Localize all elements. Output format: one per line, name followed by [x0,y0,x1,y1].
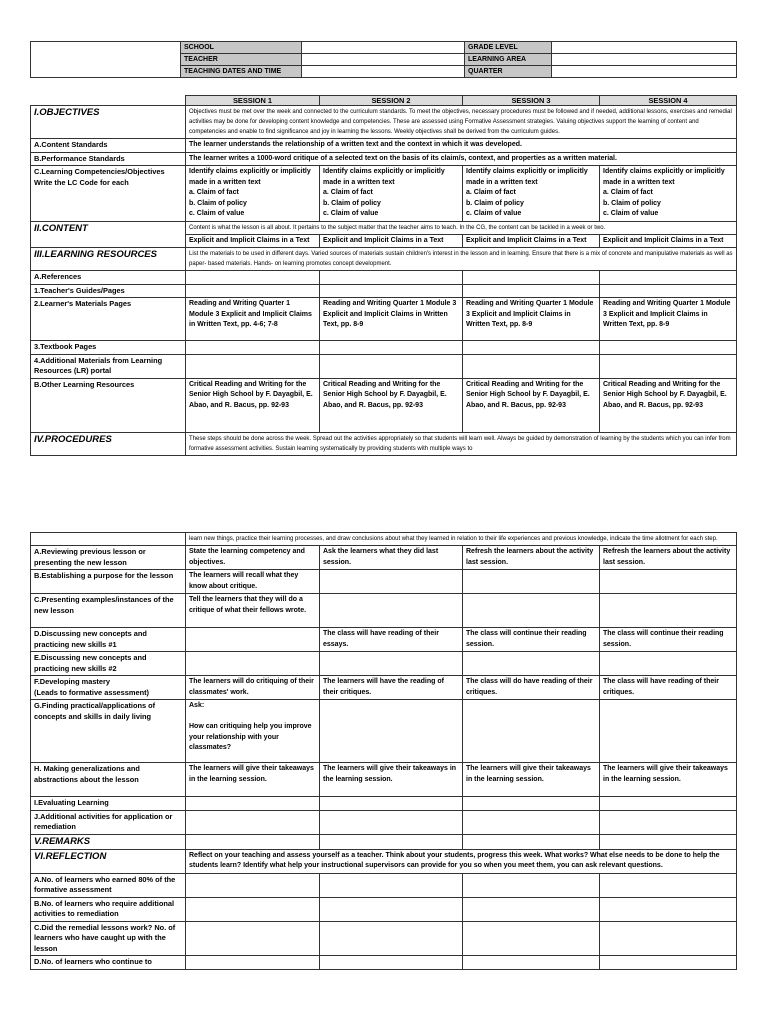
school-label: SCHOOL [181,42,302,54]
procedures-note-row [31,533,737,546]
competencies-label: C.Learning Competencies/Objectives Write the LC Code for each [34,167,165,187]
resources-title: III.LEARNING RESOURCES [31,248,186,271]
content-standards-label: A.Content Standards [31,139,186,153]
procedure-row-g [31,700,737,763]
procedure-g-session-3 [463,700,600,763]
procedure-a-session-3: Refresh the learners about the activity last session. [463,546,600,570]
procedures-row [31,432,737,455]
procedure-row-e [31,652,737,676]
competencies-session-3: Identify claims explicitly or implicitly made in a written text a. Claim of fact b. Claim of policy c. Claim of value [466,168,588,217]
procedure-row-j [31,810,737,834]
procedure-d-session-4: The class will continue their reading session. [600,628,737,652]
other-resources-session-4: Critical Reading and Writing for the Senior High School by F. Dayagbil, E. Abao, and R. Bacus, pp. 92-93 [600,378,737,432]
learners-materials-session-2: Reading and Writing Quarter 1 Module 3 Explicit and Implicit Claims in Written Text, pp. 8-9 [320,298,463,341]
procedure-label-d: D.Discussing new concepts and practicing new skills #1 [31,628,186,652]
teaching-dates-field[interactable] [302,66,465,78]
procedure-f-session-3: The class will do have reading of their critiques. [463,676,600,700]
content-topic-session-2: Explicit and Implicit Claims in a Text [320,234,463,248]
procedure-label-g: G.Finding practical/applications of concepts and skills in daily living [31,700,186,763]
quarter-field[interactable] [552,66,737,78]
learners-materials-label: 2.Learner's Materials Pages [31,298,186,341]
competencies-session-2: Identify claims explicitly or implicitly made in a written text a. Claim of fact b. Claim of policy c. Claim of value [323,168,445,217]
procedure-label-c: C.Presenting examples/instances of the new lesson [31,594,186,628]
reflection-title: VI.REFLECTION [31,849,186,873]
procedure-h-session-4: The learners will give their takeaways in the learning session. [600,763,737,797]
remarks-row [31,834,737,849]
procedures-note-b: learn new things, practice their learning processes, and draw conclusions about what they learned in relation to their life experiences and previous knowledge, indicate the time allotment for each step. [186,533,737,546]
procedure-row-f [31,676,737,700]
teachers-guides-row [31,284,737,298]
procedure-row-a [31,546,737,570]
content-standards-row [31,139,737,153]
performance-standards-label: B.Performance Standards [31,152,186,166]
procedure-c-session-3 [463,594,600,628]
teacher-label: TEACHER [181,54,302,66]
reflection-label-c: C.Did the remedial lessons work? No. of learners who have caught up with the lesson [31,921,186,956]
competencies-row [31,166,737,222]
procedure-label-h: H. Making generalizations and abstractions about the lesson [31,763,186,797]
additional-materials-row [31,354,737,378]
competencies-session-4: Identify claims explicitly or implicitly made in a written text a. Claim of fact b. Claim of policy c. Claim of value [603,168,725,217]
procedure-h-session-1: The learners will give their takeaways in the learning session. [186,763,320,797]
session-1-header: SESSION 1 [186,96,320,106]
other-resources-session-2: Critical Reading and Writing for the Senior High School by F. Dayagbil, E. Abao, and R. Bacus, pp. 92-93 [320,378,463,432]
other-resources-row [31,378,737,432]
additional-materials-label: 4.Additional Materials from Learning Resources (LR) portal [31,354,186,378]
learners-materials-session-3: Reading and Writing Quarter 1 Module 3 Explicit and Implicit Claims in Written Text, pp. 8-9 [463,298,600,341]
procedure-g-session-4 [600,700,737,763]
sessions-header-row [31,96,737,106]
grade-level-field[interactable] [552,42,737,54]
procedure-b-session-3 [463,570,600,594]
procedure-a-session-4: Refresh the learners about the activity last session. [600,546,737,570]
learning-area-label: LEARNING AREA [465,54,552,66]
resources-row [31,248,737,271]
competencies-session-1: Identify claims explicitly or implicitly made in a written text a. Claim of fact b. Claim of policy c. Claim of value [189,168,311,217]
resources-note: List the materials to be used in different days. Varied sources of materials sustain children's interest in the lesson and in learning. Ensure that there is a mix of concrete and manipulative materials as well as paper- based materials. Hands- on learning promotes concept development. [186,248,737,271]
reflection-label-b: B.No. of learners who require additional activities to remediation [31,897,186,921]
content-title: II.CONTENT [31,221,186,248]
procedure-h-session-3: The learners will give their takeaways in the learning session. [463,763,600,797]
procedure-b-session-4 [600,570,737,594]
learners-materials-session-1: Reading and Writing Quarter 1 Module 3 Explicit and Implicit Claims in Written Text, pp. 4-6; 7-8 [186,298,320,341]
content-standards-value: The learner understands the relationship of a written text and the context in which it was developed. [186,139,737,153]
learning-area-field[interactable] [552,54,737,66]
grade-level-label: GRADE LEVEL [465,42,552,54]
procedure-b-session-2 [320,570,463,594]
procedure-label-a: A.Reviewing previous lesson or presenting the new lesson [31,546,186,570]
reflection-label-a: A.No. of learners who earned 80% of the formative assessment [31,873,186,897]
performance-standards-row [31,152,737,166]
procedure-row-b [31,570,737,594]
content-topic-session-3: Explicit and Implicit Claims in a Text [463,234,600,248]
reflection-row-b [31,897,737,921]
quarter-label: QUARTER [465,66,552,78]
procedure-row-i [31,797,737,811]
procedure-f-session-4: The class will have reading of their critiques. [600,676,737,700]
corner-cell [31,96,186,106]
reflection-row-d [31,956,737,970]
session-3-header: SESSION 3 [463,96,600,106]
teacher-field[interactable] [302,54,465,66]
content-topic-session-4: Explicit and Implicit Claims in a Text [600,234,737,248]
procedure-f-session-1: The learners will do critiquing of their classmates' work. [186,676,320,700]
textbook-label: 3.Textbook Pages [31,341,186,355]
procedure-g-session-1: Ask: How can critiquing help you improve your relationship with your classmates? [189,702,312,751]
header-table [30,41,737,78]
other-resources-label: B.Other Learning Resources [31,378,186,432]
dll-table-part2 [30,532,737,970]
reflection-row-a [31,873,737,897]
procedure-label-f: F.Developing mastery (Leads to formative assessment) [34,677,150,697]
procedure-label-e: E.Discussing new concepts and practicing new skills #2 [31,652,186,676]
reflection-label-d: D.No. of learners who continue to [31,956,186,970]
school-field[interactable] [302,42,465,54]
other-resources-session-1: Critical Reading and Writing for the Senior High School by F. Dayagbil, E. Abao, and R. Bacus, pp. 92-93 [186,378,320,432]
procedure-c-session-2 [320,594,463,628]
objectives-note: Objectives must be met over the week and connected to the curriculum standards. To meet the objectives, necessary procedures must be followed and if needed, additional lessons, exercises and remedial activities may be done for developing content knowledge and competencies. These are assessed using Formative Assessment strategies. Valuing objectives support the learning of content and competencies and enable to find significance and joy in learning the lessons. Weekly objectives shall be derived from the curriculum guides. [186,106,737,139]
procedures-title: IV.PROCEDURES [31,432,186,455]
dll-table-part1 [30,95,737,456]
procedure-d-session-2: The class will have reading of their essays. [320,628,463,652]
other-resources-session-3: Critical Reading and Writing for the Senior High School by F. Dayagbil, E. Abao, and R. Bacus, pp. 92-93 [463,378,600,432]
procedure-a-session-1: State the learning competency and objectives. [186,546,320,570]
procedures-note-a: These steps should be done across the week. Spread out the activities appropriately so that students will learn well. Always be guided by demonstration of learning by the students which you can infer from formative assessment activities. Sustain learning systematically by providing students with multiple ways to [186,432,737,455]
textbook-row [31,341,737,355]
performance-standards-value: The learner writes a 1000-word critique of a selected text on the basis of its claim/s, context, and properties as a written material. [186,152,737,166]
procedure-row-d [31,628,737,652]
content-note: Content is what the lesson is all about. It pertains to the subject matter that the teacher aims to teach. In the CG, the content can be tackled in a week or two. [186,221,737,234]
procedure-h-session-2: The learners will give their takeaways in the learning session. [320,763,463,797]
procedure-f-session-2: The learners will have the reading of their critiques. [320,676,463,700]
teachers-guides-label: 1.Teacher's Guides/Pages [31,284,186,298]
objectives-row [31,106,737,139]
header-blank [31,42,181,78]
procedure-a-session-2: Ask the learners what they did last session. [320,546,463,570]
procedure-d-session-3: The class will continue their reading session. [463,628,600,652]
references-row [31,271,737,285]
procedure-c-session-1: Tell the learners that they will do a critique of what their fellows wrote. [186,594,320,628]
procedure-c-session-4 [600,594,737,628]
procedure-label-b: B.Establishing a purpose for the lesson [31,570,186,594]
content-row [31,221,737,234]
references-label: A.References [31,271,186,285]
content-topic-session-1: Explicit and Implicit Claims in a Text [186,234,320,248]
procedure-d-session-1 [186,628,320,652]
procedure-row-h [31,763,737,797]
reflection-row [31,849,737,873]
procedure-row-c [31,594,737,628]
session-2-header: SESSION 2 [320,96,463,106]
procedure-label-i: I.Evaluating Learning [31,797,186,811]
learners-materials-row [31,298,737,341]
reflection-row-c [31,921,737,956]
teaching-dates-label: TEACHING DATES AND TIME [181,66,302,78]
procedure-b-session-1: The learners will recall what they know about critique. [186,570,320,594]
learners-materials-session-4: Reading and Writing Quarter 1 Module 3 Explicit and Implicit Claims in Written Text, pp. 8-9 [600,298,737,341]
reflection-note: Reflect on your teaching and assess yourself as a teacher. Think about your students, progress this week. What works? What else needs to be done to help the students learn? Identify what help your instructional supervisors can provide for you so when you meet them, you can ask relevant questions. [186,849,737,873]
remarks-title: V.REMARKS [31,834,186,849]
procedure-label-j: J.Additional activities for application or remediation [31,810,186,834]
session-4-header: SESSION 4 [600,96,737,106]
procedure-g-session-2 [320,700,463,763]
objectives-title: I.OBJECTIVES [31,106,186,139]
